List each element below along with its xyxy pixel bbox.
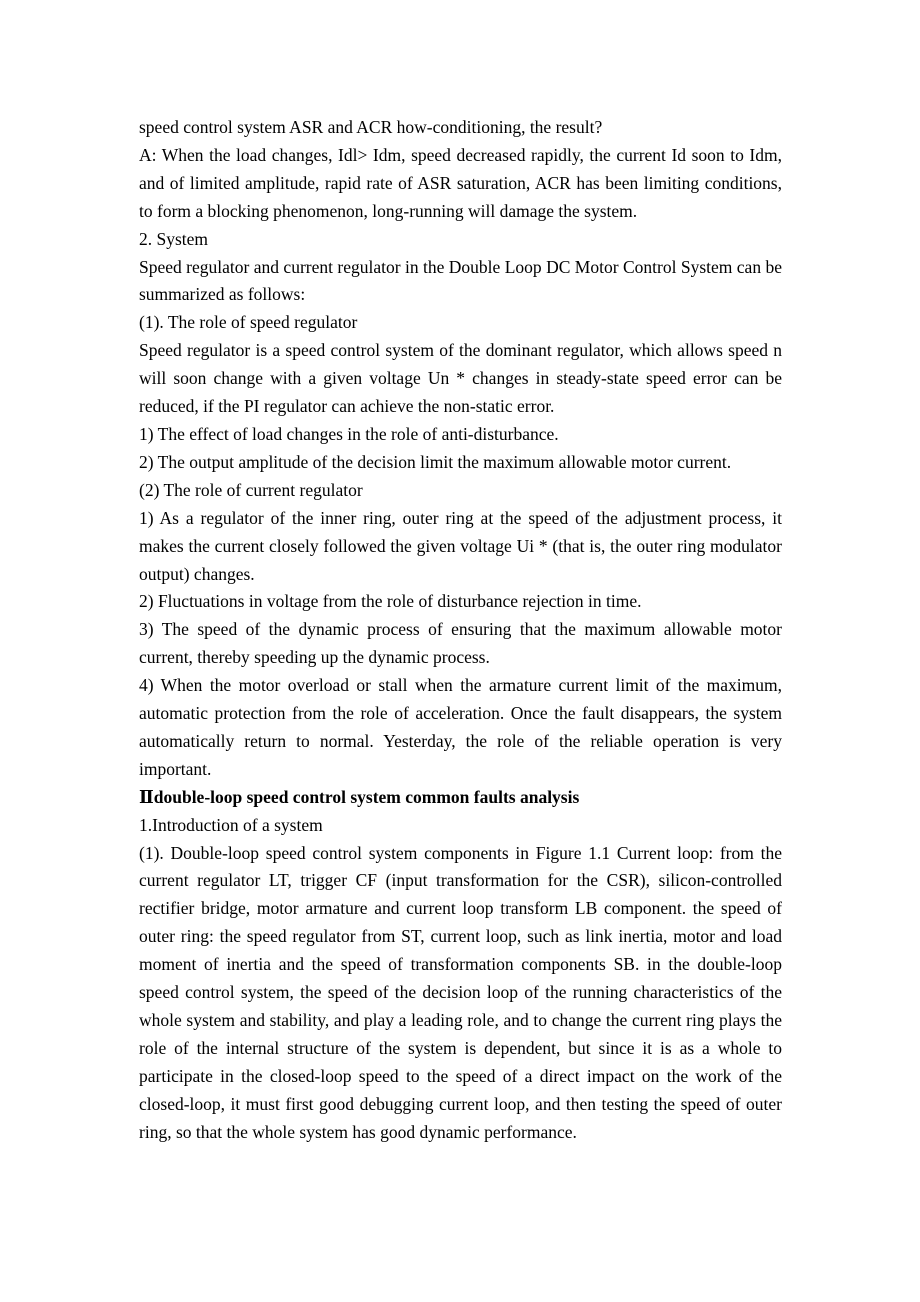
paragraph-system-components: (1). Double-loop speed control system components in Figure 1.1 Current loop: from the current regulator LT, trigger CF (input transformation for the CSR), silicon-controlled rectifier bridge, motor armature and current loop transform LB component. the speed of outer ring: the speed regulator from ST, current loop, such as link inertia, motor and load moment of inertia and the speed of transformation components SB. in the double-loop speed control system, the speed of the decision loop of the running characteristics of the whole system and stability, and play a leading role, and to change the current ring plays the role of the internal structure of the system is dependent, but since it is as a whole to participate in the closed-loop speed to the speed of a direct impact on the work of the closed-loop, it must first good debugging current loop, and then testing the speed of outer ring, so that the whole system has good dynamic performance. <box>139 842 782 1142</box>
list-item-current-2: 2) Fluctuations in voltage from the role of disturbance rejection in time. <box>139 591 642 612</box>
document-page <box>139 114 782 1147</box>
subheading-speed-regulator: (1). The role of speed regulator <box>139 312 358 333</box>
section-heading-faults-analysis: Ⅱdouble-loop speed control system common faults analysis <box>139 786 580 807</box>
list-item-current-3: 3) The speed of the dynamic process of ensuring that the maximum allowable motor current, thereby speeding up the dynamic process. <box>139 619 782 668</box>
list-item-speed-1: 1) The effect of load changes in the role of anti-disturbance. <box>139 423 559 444</box>
paragraph-answer: A: When the load changes, Idl> Idm, speed decreased rapidly, the current Id soon to Idm, and of limited amplitude, rapid rate of ASR saturation, ACR has been limiting conditions, to form a blocking phenomenon, long-running will damage the system. <box>139 144 782 221</box>
section-heading-system: 2. System <box>139 228 209 249</box>
subheading-introduction: 1.Introduction of a system <box>139 814 323 835</box>
paragraph-question-line: speed control system ASR and ACR how-conditioning, the result? <box>139 117 603 137</box>
paragraph-speed-regulator: Speed regulator is a speed control system of the dominant regulator, which allows speed n will soon change with a given voltage Un * changes in steady-state speed error can be reduced, if the PI regulator can achieve the non-static error. <box>139 340 782 417</box>
list-item-current-1: 1) As a regulator of the inner ring, outer ring at the speed of the adjustment process, it makes the current closely followed the given voltage Ui * (that is, the outer ring modulator output) changes. <box>139 507 782 584</box>
list-item-speed-2: 2) The output amplitude of the decision limit the maximum allowable motor current. <box>139 451 732 472</box>
subheading-current-regulator: (2) The role of current regulator <box>139 479 363 500</box>
paragraph-summary-intro: Speed regulator and current regulator in the Double Loop DC Motor Control System can be summarized as follows: <box>139 256 782 305</box>
list-item-current-4: 4) When the motor overload or stall when the armature current limit of the maximum, automatic protection from the role of acceleration. Once the fault disappears, the system automatically return to normal. Yesterday, the role of the reliable operation is very important. <box>139 675 782 779</box>
